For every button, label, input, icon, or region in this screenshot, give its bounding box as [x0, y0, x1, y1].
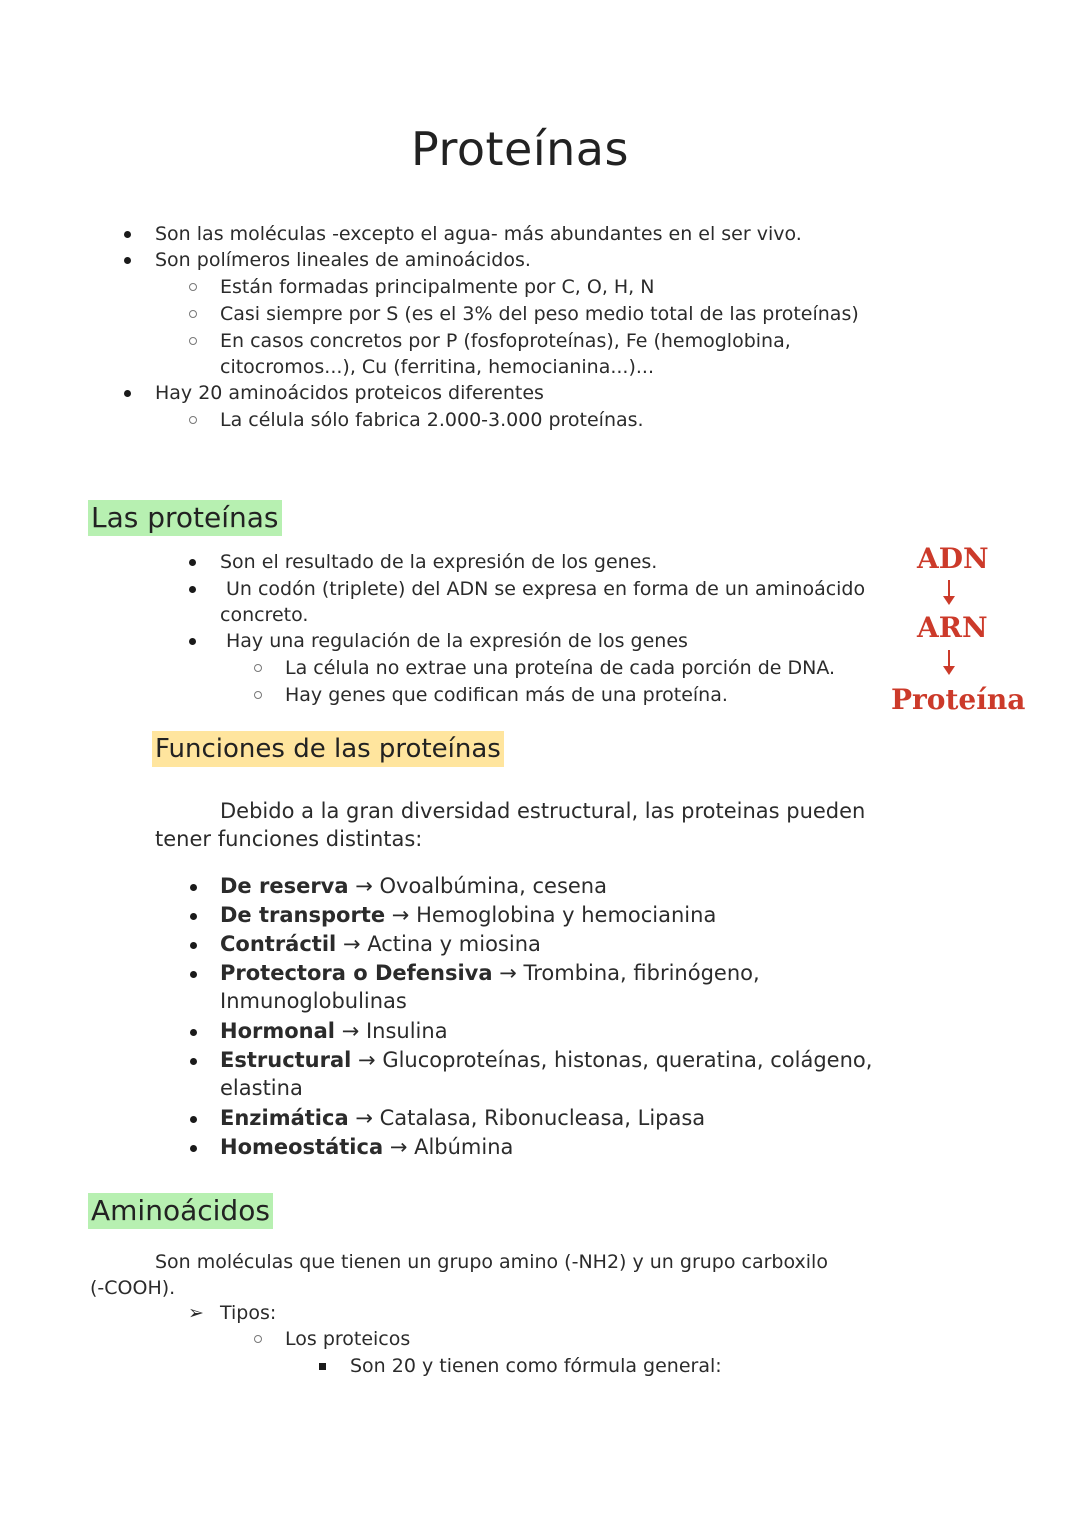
function-text: → Ovoalbúmina, cesena: [355, 874, 607, 898]
function-item: [220, 930, 541, 958]
bullet: [124, 257, 131, 264]
bullet: [190, 1058, 197, 1065]
bullet: [189, 638, 196, 645]
las-proteinas-sub-1: La célula no extrae una proteína de cada porción de DNA.: [285, 657, 836, 679]
arrow-bullet-icon: ➢: [188, 1302, 204, 1324]
flow-proteina-label: Proteína: [891, 683, 1026, 716]
tipos-label: Tipos:: [220, 1302, 277, 1324]
bullet: [190, 884, 197, 891]
function-item: [220, 1046, 872, 1074]
bullet: [190, 1145, 197, 1152]
function-text: → Insulina: [341, 1019, 448, 1043]
function-text-continued: Inmunoglobulinas: [220, 989, 407, 1013]
bullet: [124, 231, 131, 238]
intro-bullet-1: Son las moléculas -excepto el agua- más abundantes en el ser vivo.: [155, 223, 802, 245]
sub-bullet: [189, 283, 197, 291]
sub-bullet: [254, 691, 262, 699]
function-text: → Trombina, fibrinógeno,: [499, 961, 760, 985]
aminoacidos-paragraph-line-2: (-COOH).: [90, 1277, 176, 1299]
sub-bullet: [254, 664, 262, 672]
function-item: [220, 872, 607, 900]
las-proteinas-bullet-2-line-2: concreto.: [220, 604, 309, 626]
function-text: → Albúmina: [389, 1135, 514, 1159]
section-heading-aminoacidos: Aminoácidos: [88, 1193, 273, 1229]
arrow-head-icon: [943, 666, 955, 675]
function-label: Homeostática: [220, 1135, 384, 1159]
page-title: Proteínas: [411, 122, 629, 176]
sub-bullet: [254, 1335, 262, 1343]
las-proteinas-bullet-1: Son el resultado de la expresión de los genes.: [220, 551, 658, 573]
bullet: [190, 971, 197, 978]
function-text: → Glucoproteínas, histonas, queratina, colágeno,: [358, 1048, 873, 1072]
function-text: → Catalasa, Ribonucleasa, Lipasa: [355, 1106, 706, 1130]
intro-sub-3-line-1: En casos concretos por P (fosfoproteínas), Fe (hemoglobina,: [220, 330, 791, 352]
intro-sub-1: Están formadas principalmente por C, O, H, N: [220, 276, 655, 298]
sub-bullet: [189, 310, 197, 318]
bullet: [190, 1029, 197, 1036]
function-label: Estructural: [220, 1048, 352, 1072]
las-proteinas-bullet-3: Hay una regulación de la expresión de los genes: [226, 630, 688, 652]
function-item: [220, 1133, 513, 1161]
function-label: De reserva: [220, 874, 349, 898]
bullet: [189, 586, 196, 593]
bullet: [189, 559, 196, 566]
function-label: Protectora o Defensiva: [220, 961, 493, 985]
sub-bullet: [189, 337, 197, 345]
bullet: [190, 1116, 197, 1123]
function-text: → Hemoglobina y hemocianina: [391, 903, 717, 927]
intro-sub-4: La célula sólo fabrica 2.000-3.000 proteínas.: [220, 409, 644, 431]
tipos-sub-1-detail: Son 20 y tienen como fórmula general:: [350, 1355, 722, 1377]
las-proteinas-sub-2: Hay genes que codifican más de una proteína.: [285, 684, 728, 706]
las-proteinas-bullet-2-line-1: Un codón (triplete) del ADN se expresa en forma de un aminoácido: [226, 578, 866, 600]
arrow-head-icon: [943, 596, 955, 605]
function-text: → Actina y miosina: [342, 932, 541, 956]
section-heading-funciones: Funciones de las proteínas: [152, 731, 504, 767]
intro-sub-2: Casi siempre por S (es el 3% del peso medio total de las proteínas): [220, 303, 859, 325]
sub-bullet: [189, 416, 197, 424]
funciones-intro-line-2: tener funciones distintas:: [155, 827, 423, 851]
intro-bullet-2: Son polímeros lineales de aminoácidos.: [155, 249, 531, 271]
function-label: De transporte: [220, 903, 386, 927]
function-label: Contráctil: [220, 932, 337, 956]
flow-adn-label: ADN: [917, 542, 989, 575]
function-item: [220, 1017, 448, 1045]
function-item: [220, 959, 760, 987]
flow-arn-label: ARN: [917, 611, 988, 644]
funciones-intro-line-1: Debido a la gran diversidad estructural, las proteinas pueden: [220, 799, 866, 823]
tipos-sub-1: Los proteicos: [285, 1328, 411, 1350]
function-text-continued: elastina: [220, 1076, 303, 1100]
function-label: Enzimática: [220, 1106, 349, 1130]
bullet: [190, 942, 197, 949]
aminoacidos-paragraph-line-1: Son moléculas que tienen un grupo amino (-NH2) y un grupo carboxilo: [155, 1251, 828, 1273]
function-item: [220, 1104, 705, 1132]
bullet: [190, 913, 197, 920]
function-label: Hormonal: [220, 1019, 335, 1043]
bullet: [124, 390, 131, 397]
function-item: [220, 901, 716, 929]
section-heading-las-proteinas: Las proteínas: [88, 500, 282, 536]
square-bullet: [319, 1363, 326, 1370]
intro-bullet-3: Hay 20 aminoácidos proteicos diferentes: [155, 382, 544, 404]
intro-sub-3-line-2: citocromos...), Cu (ferritina, hemocianina...)...: [220, 356, 654, 378]
